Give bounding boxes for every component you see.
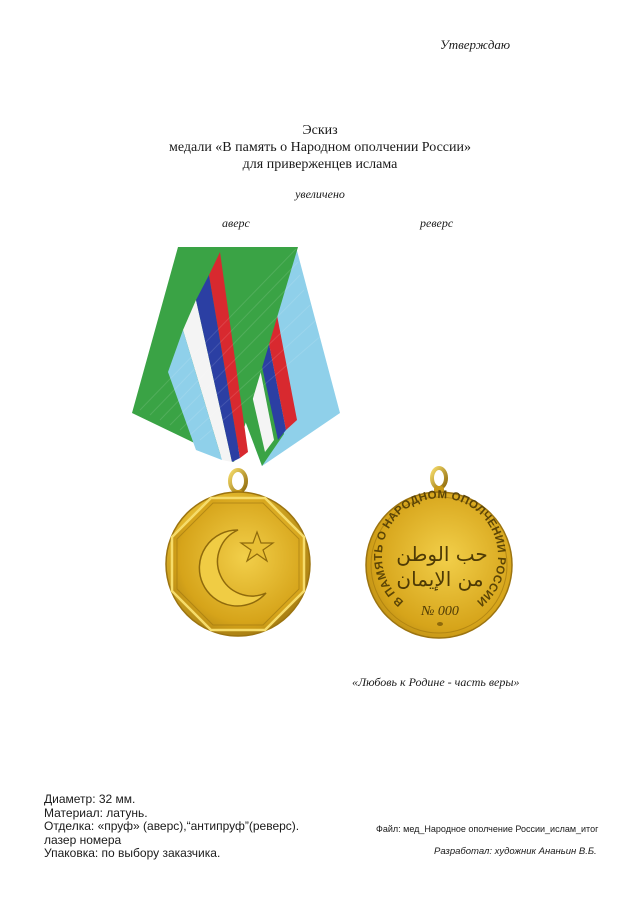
title-line-2: медали «В память о Народном ополчении России»	[168, 140, 472, 155]
medal-number: № 000	[421, 604, 459, 619]
specifications	[44, 793, 299, 861]
medal-reverse	[366, 468, 512, 638]
title-line-3: для приверженцев ислама	[242, 157, 398, 172]
spec-finish: Отделка: «пруф» (аверс),“антипруф”(реверс).	[44, 819, 300, 833]
scale-note: увеличено	[295, 187, 345, 201]
arabic-line-1: حب الوطن	[396, 542, 488, 566]
motto: «Любовь к Родине - часть веры»	[352, 675, 520, 689]
reverse-circle-inscription: В ПАМЯТЬ О НАРОДНОМ ОПОЛЧЕНИИ РОССИИ	[372, 489, 508, 609]
spec-diameter: Диаметр: 32 мм.	[44, 792, 136, 806]
approval-heading: Утверждаю	[440, 37, 511, 52]
arabic-line-2: من الإيمان	[396, 567, 484, 591]
obverse-suspension-ring	[230, 470, 246, 492]
reverse-label: реверс	[420, 216, 454, 230]
developer-credit: Разработал: художник Ананьин В.Б.	[434, 846, 597, 857]
obverse-label: аверс	[222, 216, 250, 230]
reverse-suspension-ring	[432, 468, 446, 488]
spec-material: Материал: латунь.	[44, 805, 148, 820]
hallmark-icon	[437, 622, 443, 626]
file-name: Файл: мед_Народное ополчение России_ислам_итог	[376, 824, 599, 834]
spec-packaging: Упаковка: по выбору заказчика.	[44, 846, 221, 860]
octagon-field	[172, 498, 304, 630]
spec-laser: лазер номера	[44, 832, 122, 847]
ribbon	[132, 247, 340, 466]
title-line-1: Эскиз	[302, 123, 338, 138]
medal-obverse	[166, 470, 310, 636]
